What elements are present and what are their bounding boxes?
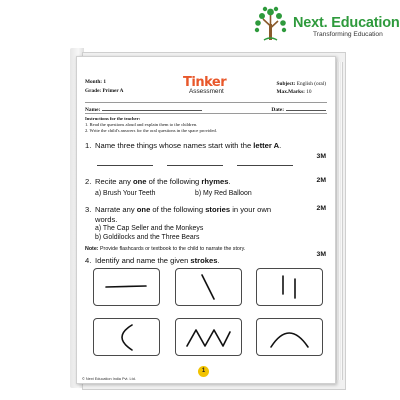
question-text: in your own	[230, 205, 272, 214]
question-4	[85, 256, 220, 266]
question-3-option-b: b) Goldilocks and the Three Bears	[95, 234, 200, 241]
question-2-option-a: a) Brush Your Teeth	[95, 190, 156, 197]
question-number: 3.	[85, 205, 92, 214]
tinker-assessment-logo	[183, 75, 243, 97]
slanting-line-icon	[176, 269, 241, 305]
question-3	[85, 205, 271, 224]
arch-curve-icon	[257, 319, 322, 355]
instruction-item: 2. Write the child's answers for the oral questions in the space provided.	[85, 128, 217, 133]
copyright-text: © Next Education India Pvt. Ltd.	[82, 377, 136, 381]
question-emphasis: stories	[205, 205, 231, 214]
question-2-option-b: b) My Red Balloon	[195, 190, 252, 197]
worksheet-page	[76, 56, 336, 384]
brand-tagline: Transforming Education	[313, 31, 383, 38]
subject-value: English (oral)	[296, 81, 326, 87]
question-emphasis: rhymes	[201, 177, 229, 186]
stroke-box-horizontal	[93, 268, 160, 306]
date-field	[271, 105, 326, 113]
question-emphasis: letter A	[253, 141, 280, 150]
question-number: 1.	[85, 141, 92, 150]
zigzag-line-icon	[176, 319, 241, 355]
question-text: .	[217, 256, 220, 265]
question-text: words.	[95, 214, 118, 224]
question-emphasis: strokes	[190, 256, 218, 265]
question-3-marks: 2M	[316, 205, 326, 212]
teacher-note	[85, 246, 245, 252]
grade-label: Grade: Primer A	[85, 88, 124, 94]
question-3-option-a: a) The Cap Seller and the Monkeys	[95, 225, 204, 232]
name-field	[85, 105, 202, 113]
question-1-marks: 3M	[316, 153, 326, 160]
teacher-instructions	[85, 116, 217, 134]
month-label: Month: 1	[85, 79, 107, 85]
note-text: Provide flashcards or textbook to the child to narrate the story.	[98, 246, 246, 252]
question-text: Narrate any	[95, 205, 137, 214]
question-text: of the following	[150, 205, 206, 214]
brand-logo	[253, 6, 398, 46]
question-1	[85, 141, 281, 151]
worksheet-header-right	[277, 80, 326, 96]
question-text: .	[228, 177, 231, 186]
question-emphasis: one	[133, 177, 147, 186]
answer-blank	[97, 165, 153, 166]
answer-blank	[167, 165, 223, 166]
header-divider	[85, 102, 327, 103]
question-2-marks: 2M	[316, 177, 326, 184]
stroke-box-arch	[256, 318, 323, 356]
name-label: Name:	[85, 107, 101, 113]
date-label: Date:	[271, 107, 284, 113]
stroke-box-curve	[93, 318, 160, 356]
vertical-lines-icon	[257, 269, 322, 305]
answer-blank	[237, 165, 293, 166]
question-text: Identify and name the given	[95, 256, 191, 265]
question-text: Name three things whose names start with the	[95, 141, 254, 150]
stroke-box-zigzag	[175, 318, 242, 356]
question-number: 4.	[85, 256, 92, 265]
name-blank	[102, 105, 202, 111]
tree-logo-icon	[253, 6, 289, 44]
stroke-box-slanting	[175, 268, 242, 306]
tinker-logo-word: Tinker	[183, 75, 227, 90]
instruction-item: 1. Read the questions aloud and explain them to the children.	[85, 122, 198, 127]
assessment-label: Assessment	[189, 88, 224, 95]
worksheet-header-left	[85, 78, 123, 96]
max-marks-label: Max.Marks:	[276, 89, 305, 95]
max-marks-value: 10	[306, 89, 312, 95]
question-4-marks: 3M	[316, 251, 326, 258]
question-2	[85, 177, 231, 187]
question-emphasis: one	[136, 205, 151, 214]
stroke-box-vertical	[256, 268, 323, 306]
horizontal-line-icon	[94, 269, 159, 305]
curve-left-icon	[94, 319, 159, 355]
page-number-badge: 1	[198, 366, 209, 377]
instructions-title: Instructions for the teacher:	[85, 116, 141, 121]
name-divider	[85, 113, 327, 114]
note-label: Note:	[85, 246, 99, 252]
question-text: of the following	[146, 177, 202, 186]
question-text: Recite any	[95, 177, 133, 186]
subject-label: Subject:	[276, 81, 296, 87]
date-blank	[286, 105, 326, 111]
question-text: .	[279, 141, 282, 150]
brand-name: Next. Education	[293, 15, 400, 31]
question-number: 2.	[85, 177, 92, 186]
